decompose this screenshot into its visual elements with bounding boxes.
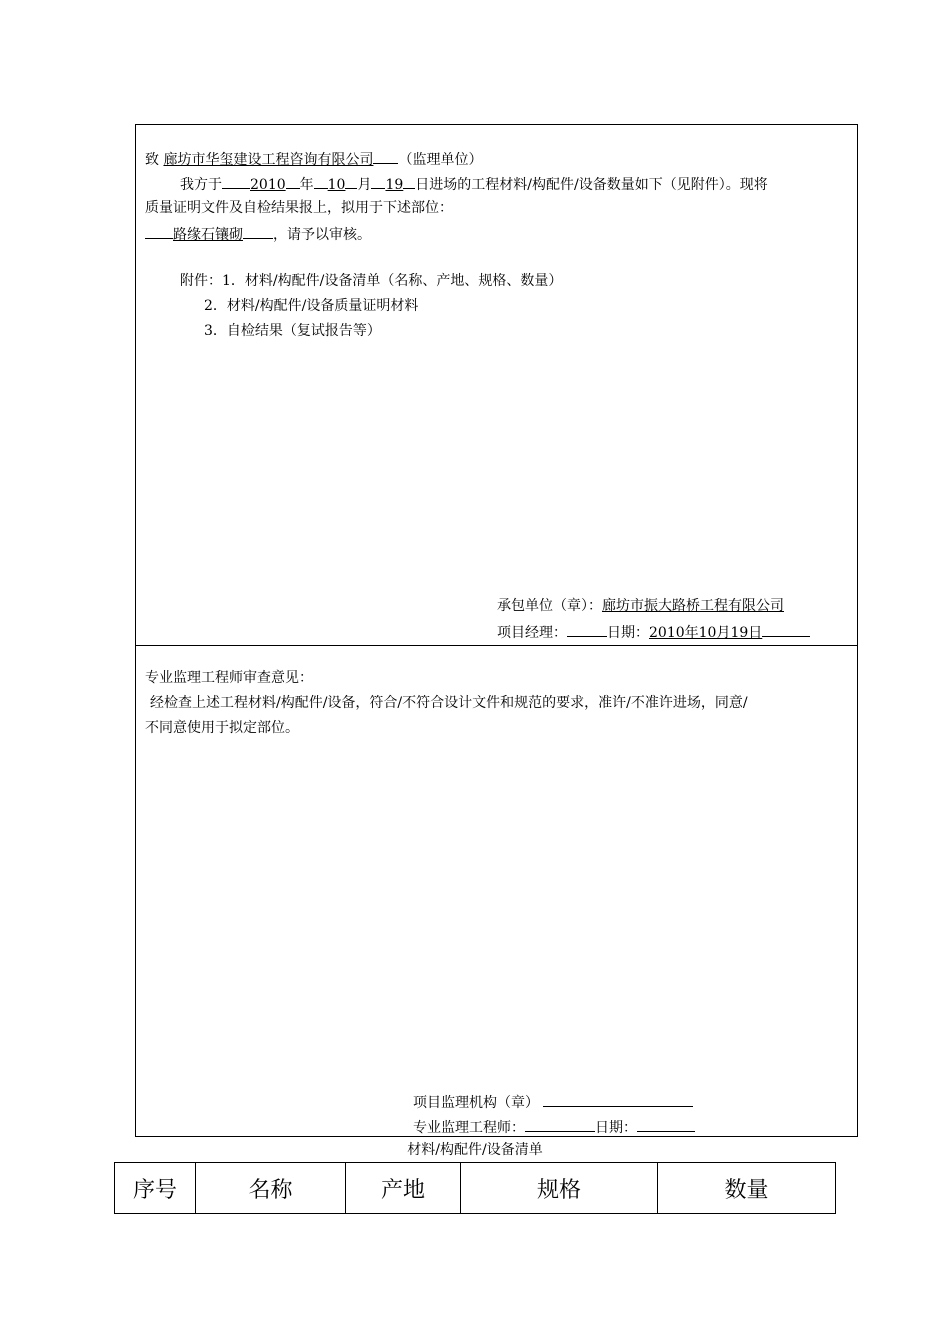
material-list-table bbox=[114, 1162, 836, 1214]
application-form bbox=[135, 124, 858, 1137]
supervisor-unit: 廊坊市华玺建设工程咨询有限公司 bbox=[163, 152, 374, 168]
supervision-org-line: 项目监理机构（章） bbox=[413, 1091, 693, 1113]
table-header-row bbox=[115, 1163, 836, 1214]
engineer-date-line: 专业监理工程师： 日期： bbox=[413, 1116, 695, 1138]
manager-date-line: 项目经理： 日期：2010年10月19日 bbox=[497, 621, 810, 643]
review-line-2: 不同意使用于拟定部位。 bbox=[145, 720, 299, 736]
attachment-item-1: 附件：1．材料/构配件/设备清单（名称、产地、规格、数量） bbox=[180, 273, 563, 289]
header-spec: 规格 bbox=[461, 1163, 658, 1214]
header-name: 名称 bbox=[196, 1163, 346, 1214]
entry-month: 10 bbox=[327, 177, 346, 193]
intro-line-2: 质量证明文件及自检结果报上，拟用于下述部位： bbox=[145, 200, 453, 216]
review-title: 专业监理工程师审查意见： bbox=[145, 670, 313, 686]
header-origin: 产地 bbox=[346, 1163, 461, 1214]
addressee-line: 致 廊坊市华玺建设工程咨询有限公司 （监理单位） bbox=[145, 148, 482, 170]
contractor-date: 2010年10月19日 bbox=[649, 625, 763, 641]
location: 路缘石镶砌 bbox=[173, 227, 243, 243]
header-index: 序号 bbox=[115, 1163, 196, 1214]
entry-day: 19 bbox=[385, 177, 404, 193]
contractor-name: 廊坊市振大路桥工程有限公司 bbox=[602, 598, 784, 614]
contractor-line: 承包单位（章）：廊坊市振大路桥工程有限公司 bbox=[497, 598, 784, 614]
attachment-item-3: 3．自检结果（复试报告等） bbox=[204, 323, 381, 339]
list-title: 材料/构配件/设备清单 bbox=[407, 1142, 543, 1158]
section-divider bbox=[136, 645, 857, 646]
intro-line: 我方于 2010 年 10 月 19 日进场的工程材料/构配件/设备数量如下（见附件）。现将 bbox=[180, 173, 768, 195]
location-line: 路缘石镶砌 ，请予以审核。 bbox=[145, 223, 371, 245]
entry-year: 2010 bbox=[250, 177, 286, 193]
attachment-item-2: 2．材料/构配件/设备质量证明材料 bbox=[204, 298, 419, 314]
header-quantity: 数量 bbox=[658, 1163, 836, 1214]
review-line-1: 经检查上述工程材料/构配件/设备，符合/不符合设计文件和规范的要求，准许/不准许进场，同意/ bbox=[150, 695, 748, 711]
